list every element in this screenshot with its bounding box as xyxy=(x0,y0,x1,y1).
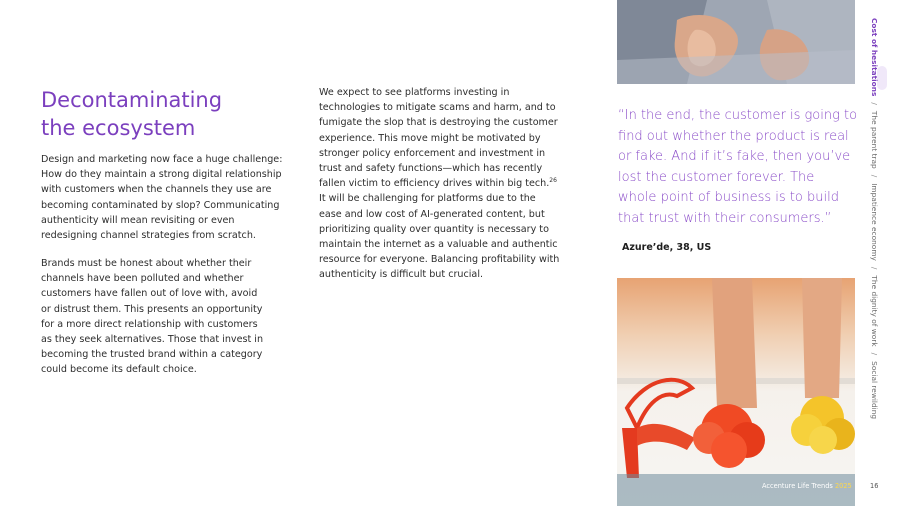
nav-separator: / xyxy=(870,352,880,356)
text-line: We expect to see platforms investing in xyxy=(319,87,510,98)
body-paragraph-3 xyxy=(319,85,579,283)
text-line: for a more direct relationship with customers xyxy=(41,318,258,330)
text-line: trust and safety functions—which has recently xyxy=(319,163,543,175)
text-line-with-footnote xyxy=(319,176,579,191)
text-line: prioritizing quality over quantity is necessary to xyxy=(319,223,549,235)
quote-line: lost the customer forever. The xyxy=(618,169,815,185)
footer-brand-name: Accenture Life Trends xyxy=(762,482,833,490)
quote-line: whole point of business is to build xyxy=(618,190,839,206)
text-line: authenticity is difficult but crucial. xyxy=(319,269,484,281)
nav-item-impatience-economy[interactable]: Impatience economy xyxy=(870,183,880,261)
text-line: fumigate the slop that is destroying the customer xyxy=(319,117,558,129)
photo-illustration xyxy=(617,278,855,506)
side-chapter-nav xyxy=(868,18,882,438)
footnote-ref[interactable]: 26 xyxy=(549,177,557,185)
body-paragraph-2 xyxy=(41,256,296,378)
quote-attribution: Azure’de, 38, US xyxy=(622,242,712,253)
text-line: channels have been polluted and whether xyxy=(41,273,244,285)
nav-separator: / xyxy=(870,266,880,270)
footer-brand xyxy=(762,482,852,490)
denim-hands-photo xyxy=(617,0,855,84)
text-line: experience. This move might be motivated by xyxy=(319,132,541,144)
body-paragraph-1 xyxy=(41,152,296,243)
text-line: as they seek alternatives. Those that invest in xyxy=(41,334,264,346)
text-line: Design and marketing now face a huge challenge: xyxy=(41,154,283,165)
footer-year: 2025 xyxy=(834,482,852,490)
text-line: Brands must be honest about whether their xyxy=(41,258,252,269)
nav-item-the-parent-trap[interactable]: The parent trap xyxy=(870,110,880,169)
text-line: with customers when the channels they use are xyxy=(41,184,272,196)
text-line: maintain the internet as a valuable and authentic xyxy=(319,239,558,251)
nav-item-cost-of-hesitations[interactable]: Cost of hesitations xyxy=(870,18,880,97)
red-and-yellow-heels-photo xyxy=(617,278,855,506)
text-line: It will be challenging for platforms due to the xyxy=(319,193,536,205)
quote-line: that trust with their consumers.” xyxy=(618,210,832,226)
text-fragment: fallen victim to efficiency drives within big tech. xyxy=(319,178,550,190)
text-line: stronger policy enforcement and investment in xyxy=(319,147,546,159)
pull-quote xyxy=(618,106,858,230)
photo-illustration xyxy=(617,0,855,84)
nav-separator: / xyxy=(870,102,880,105)
section-heading xyxy=(41,86,291,142)
nav-item-the-dignity-of-work[interactable]: The dignity of work xyxy=(870,275,880,347)
nav-item-social-rewilding[interactable]: Social rewilding xyxy=(870,361,880,420)
text-line: resource for everyone. Balancing profitability with xyxy=(319,254,560,266)
text-line: technologies to mitigate scams and harm, and to xyxy=(319,102,556,114)
text-line: ease and low cost of AI-generated content, but xyxy=(319,208,545,220)
quote-line: find out whether the product is real xyxy=(618,128,849,144)
heading-line: Decontaminating xyxy=(41,88,223,112)
quote-line: or fake. And if it’s fake, then you’ve xyxy=(618,149,851,165)
page-number: 16 xyxy=(870,482,879,490)
text-line: becoming the trusted brand within a category xyxy=(41,349,263,361)
text-line: redesigning channel strategies from scratch. xyxy=(41,230,256,242)
nav-separator: / xyxy=(870,174,880,178)
text-line: becoming contaminated by slop? Communicating xyxy=(41,199,280,211)
text-line: could become its default choice. xyxy=(41,364,197,376)
heading-line: the ecosystem xyxy=(41,116,196,140)
text-line: or distrust them. This presents an opportunity xyxy=(41,303,263,315)
text-line: How do they maintain a strong digital relationship xyxy=(41,169,282,181)
text-line: authenticity will mean revisiting or even xyxy=(41,214,235,226)
quote-line: “In the end, the customer is going to xyxy=(618,108,858,123)
text-line: customers have fallen out of love with, avoid xyxy=(41,288,258,300)
